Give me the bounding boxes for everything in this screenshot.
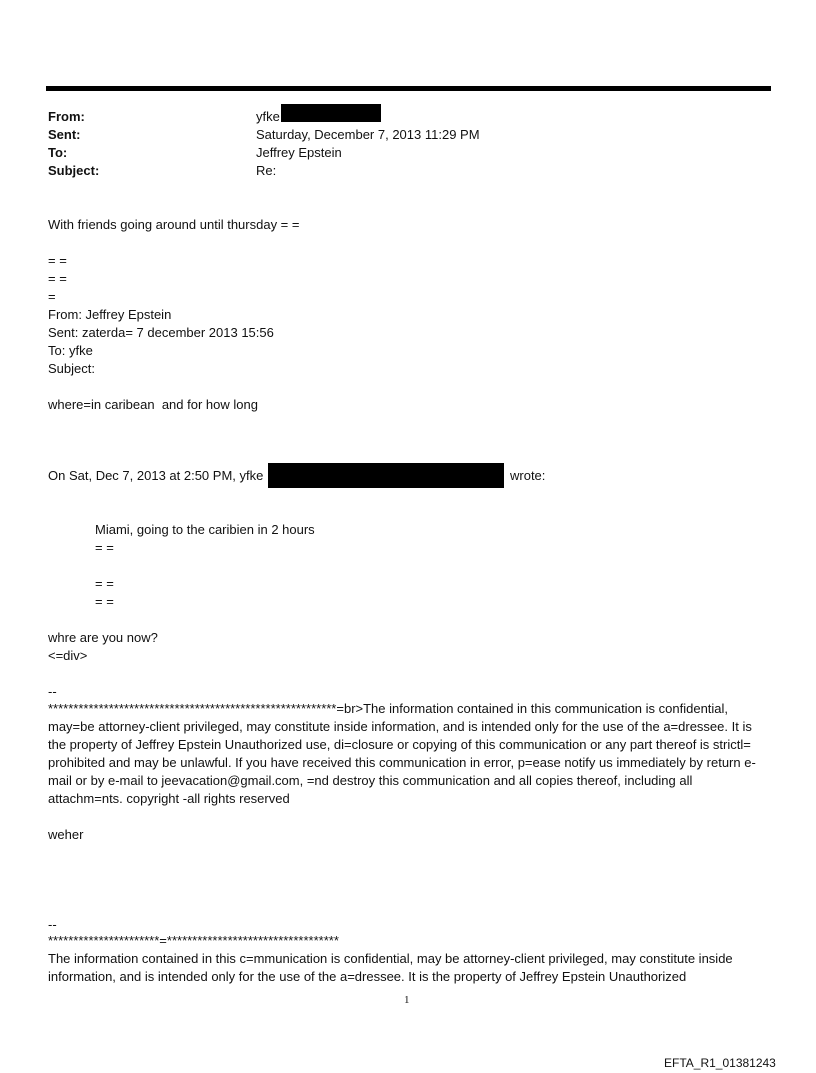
signature-separator: -- (48, 684, 57, 699)
from-label: From: (48, 109, 85, 124)
signature-separator: -- (48, 917, 57, 932)
redaction-block (268, 463, 504, 488)
document-id: EFTA_R1_01381243 (664, 1056, 776, 1070)
subject-label: Subject: (48, 163, 100, 178)
to-value: Jeffrey Epstein (256, 145, 342, 160)
to-label: To: (48, 145, 68, 160)
quoted-body-line: = = (95, 594, 114, 609)
body-line: = = (48, 253, 67, 268)
quoted-body-line: Miami, going to the caribien in 2 hours (95, 522, 315, 537)
redaction-block (281, 104, 381, 122)
from-value: yfke (256, 109, 280, 124)
quoted-body-line: = = (95, 576, 114, 591)
body-line: With friends going around until thursday = = (48, 217, 300, 232)
body-line: where=in caribean and for how long (48, 397, 258, 412)
body-line: whre are you now? (48, 630, 158, 645)
quoted-from: From: Jeffrey Epstein (48, 307, 172, 322)
quoted-body-line: = = (95, 540, 114, 555)
asterisk-line: **********************=********************************** (48, 933, 339, 948)
body-line: <=div> (48, 648, 88, 663)
confidentiality-notice: *********************************************************=br>The information contained in this communication is confidential, may=be attorney-client privileged, may constitute inside information, and is intended only for the use of the a=dressee. It is the property of Jeffrey Epstein Unauthorized use, di=closure or copying of this communication or any part thereof is strictl= prohibited and may be unlawful. If you have received this communication in error, p=ease notify us immediately by return e-mail or by e-mail to jeevacation@gmail.com, =nd destroy this communication and all copies thereof, including all attachm=nts. copyright -all rights reserved (48, 701, 756, 806)
sent-value: Saturday, December 7, 2013 11:29 PM (256, 127, 480, 142)
confidentiality-notice: The information contained in this c=mmunication is confidential, may be attorney-client privileged, may constitute inside information, and is intended only for the use of the a=dressee. It is the property of Jeffrey Epstein Unauthorized (48, 951, 733, 984)
subject-value: Re: (256, 163, 277, 178)
quoted-to: To: yfke (48, 343, 93, 358)
quoted-sent: Sent: zaterda= 7 december 2013 15:56 (48, 325, 274, 340)
sent-label: Sent: (48, 127, 81, 142)
body-line: = = (48, 271, 67, 286)
quoted-subject: Subject: (48, 361, 95, 376)
wrote-prefix: On Sat, Dec 7, 2013 at 2:50 PM, yfke (48, 468, 264, 483)
header-rule (46, 86, 771, 91)
body-line: = (48, 289, 56, 304)
page-number: 1 (404, 994, 410, 1006)
wrote-suffix: wrote: (510, 468, 546, 483)
body-line: weher (48, 827, 84, 842)
